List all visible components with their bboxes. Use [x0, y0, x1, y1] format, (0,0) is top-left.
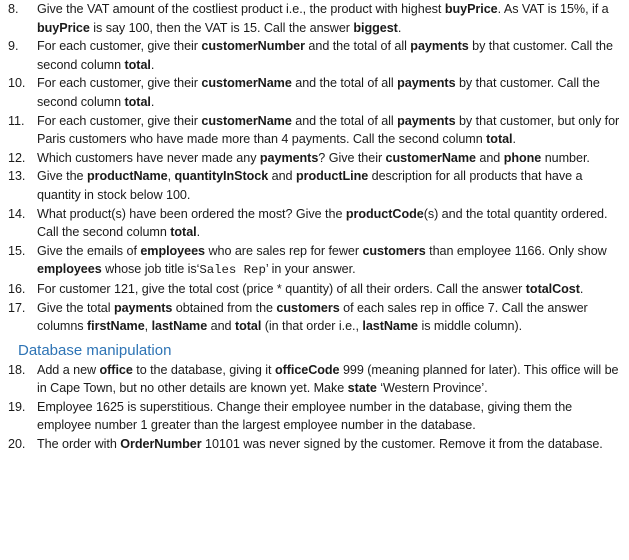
- question-text: by that customer, but only for Paris customers who have made more than 4 payments. Call the second column: [37, 113, 620, 147]
- question-text: .: [512, 132, 516, 147]
- question-text: Which customers have never made any: [37, 150, 260, 165]
- question-text: .: [150, 94, 155, 109]
- question-text: of each sales rep in office 7. Call the answer columns: [37, 300, 588, 334]
- question-item: [0, 37, 629, 74]
- bold-term: biggest: [353, 20, 398, 35]
- bold-term: total: [124, 94, 151, 109]
- bold-term: total: [486, 132, 513, 147]
- question-text: What product(s) have been ordered the most? Give the: [37, 206, 346, 221]
- question-text: to the database, giving it: [132, 362, 275, 377]
- bold-term: employees: [140, 243, 205, 258]
- question-text: and the total of all: [291, 76, 398, 91]
- question-text: ’ in your answer.: [265, 262, 356, 277]
- bold-term: buyPrice: [444, 2, 498, 16]
- question-item: [0, 167, 629, 204]
- question-text: and the total of all: [291, 113, 398, 128]
- bold-term: quantityInStock: [174, 169, 269, 184]
- question-text: is say 100, then the VAT is 15. Call the answer: [89, 20, 354, 35]
- question-text: For each customer, give their: [37, 76, 202, 91]
- question-item: [0, 112, 629, 149]
- question-text: (in that order i.e.,: [261, 319, 363, 334]
- question-text: than employee 1166. Only show: [425, 243, 607, 258]
- question-text: Give the total: [37, 300, 114, 315]
- question-text: Give the VAT amount of the costliest product i.e., the product with highest: [37, 2, 445, 16]
- question-text: description for all products that have a quantity in stock below 100.: [37, 169, 583, 202]
- question-item: [0, 299, 629, 336]
- question-item: [0, 149, 629, 168]
- bold-term: lastName: [362, 319, 418, 334]
- question-text: whose job title is‘: [101, 262, 200, 277]
- question-text: Add a new: [37, 362, 100, 377]
- question-number: 8.: [8, 2, 19, 16]
- question-number: 9.: [8, 39, 19, 54]
- bold-term: customers: [276, 300, 340, 315]
- question-number: 16.: [8, 281, 26, 296]
- question-text: Give the: [37, 169, 87, 184]
- bold-term: total: [234, 319, 262, 334]
- question-number: 13.: [8, 169, 26, 184]
- question-text: who are sales rep for fewer: [205, 243, 363, 258]
- question-text: For customer 121, give the total cost (price * quantity) of all their orders. Call the answer: [37, 281, 526, 296]
- question-text: . As VAT is 15%, if a: [497, 2, 609, 16]
- question-number: 15.: [8, 243, 26, 258]
- question-text: and: [207, 319, 235, 334]
- bold-term: employees: [37, 262, 102, 277]
- question-text: For each customer, give their: [37, 113, 202, 128]
- bold-term: payments: [397, 76, 456, 91]
- question-text: obtained from the: [172, 300, 277, 315]
- bold-term: customerName: [201, 113, 292, 128]
- question-text: by that customer. Call the second column: [37, 76, 600, 109]
- question-text: ? Give their: [318, 150, 386, 165]
- question-text: ‘Western Province’.: [376, 381, 488, 396]
- question-text: For each customer, give their: [37, 39, 202, 54]
- question-text: .: [196, 225, 201, 240]
- question-number: 18.: [8, 362, 26, 377]
- question-number: 12.: [8, 150, 26, 165]
- question-text: ,: [167, 169, 175, 184]
- question-text: 10101 was never signed by the customer. Remove it from the database.: [201, 437, 603, 452]
- question-text: 999 (meaning planned for later). This office will be in Cape Town, but no other details are known yet. Make: [37, 362, 619, 396]
- bold-term: firstName: [87, 319, 145, 334]
- bold-term: payments: [397, 113, 456, 128]
- bold-term: productName: [86, 169, 168, 184]
- question-item: [0, 280, 629, 299]
- bold-term: total: [170, 225, 197, 240]
- bold-term: OrderNumber: [120, 437, 202, 452]
- question-item: [0, 398, 629, 435]
- code-term: Sales Rep: [199, 263, 266, 278]
- question-text: The order with: [37, 437, 121, 452]
- question-text: Give the emails of: [37, 243, 141, 258]
- question-text: .: [397, 20, 402, 35]
- question-text: number.: [541, 150, 590, 165]
- bold-term: customerNumber: [201, 39, 305, 54]
- question-item: [0, 205, 629, 242]
- question-text: and: [268, 169, 296, 184]
- question-item: [0, 435, 629, 454]
- bold-term: customerName: [385, 150, 476, 165]
- question-text: is middle column).: [418, 319, 523, 334]
- bold-term: payments: [113, 300, 173, 315]
- bold-term: totalCost: [525, 281, 580, 296]
- bold-term: productCode: [345, 206, 424, 221]
- question-text: by that customer. Call the second column: [37, 39, 613, 72]
- question-number: 20.: [8, 437, 26, 452]
- question-number: 14.: [8, 206, 26, 221]
- question-text: Employee 1625 is superstitious. Change their employee number in the database, giving them the employee number 1 greater than the largest employee number in the database.: [37, 399, 573, 433]
- question-number: 11.: [8, 113, 25, 128]
- question-item: [0, 242, 629, 280]
- bold-term: payments: [410, 39, 469, 54]
- question-item: [0, 0, 629, 37]
- question-list-manipulation: [0, 361, 629, 454]
- section-heading: Database manipulation: [18, 341, 172, 359]
- bold-term: phone: [503, 150, 542, 165]
- question-text: and the total of all: [304, 39, 411, 54]
- bold-term: payments: [259, 150, 319, 165]
- bold-term: customerName: [201, 76, 292, 91]
- question-item: [0, 74, 629, 111]
- bold-term: productLine: [295, 169, 369, 184]
- question-text: .: [579, 281, 584, 296]
- question-text: and: [475, 150, 504, 165]
- question-number: 19.: [8, 399, 26, 414]
- bold-term: state: [347, 381, 377, 396]
- bold-term: office: [99, 362, 133, 377]
- question-number: 10.: [8, 76, 26, 91]
- question-text: .: [150, 57, 155, 72]
- question-item: [0, 361, 629, 398]
- question-text: ,: [144, 319, 152, 334]
- question-number: 17.: [8, 300, 26, 315]
- bold-term: officeCode: [274, 362, 340, 377]
- bold-term: customers: [362, 243, 426, 258]
- bold-term: buyPrice: [37, 20, 90, 35]
- bold-term: total: [124, 57, 151, 72]
- bold-term: lastName: [151, 319, 208, 334]
- question-text: (s) and the total quantity ordered. Call the second column: [37, 206, 608, 240]
